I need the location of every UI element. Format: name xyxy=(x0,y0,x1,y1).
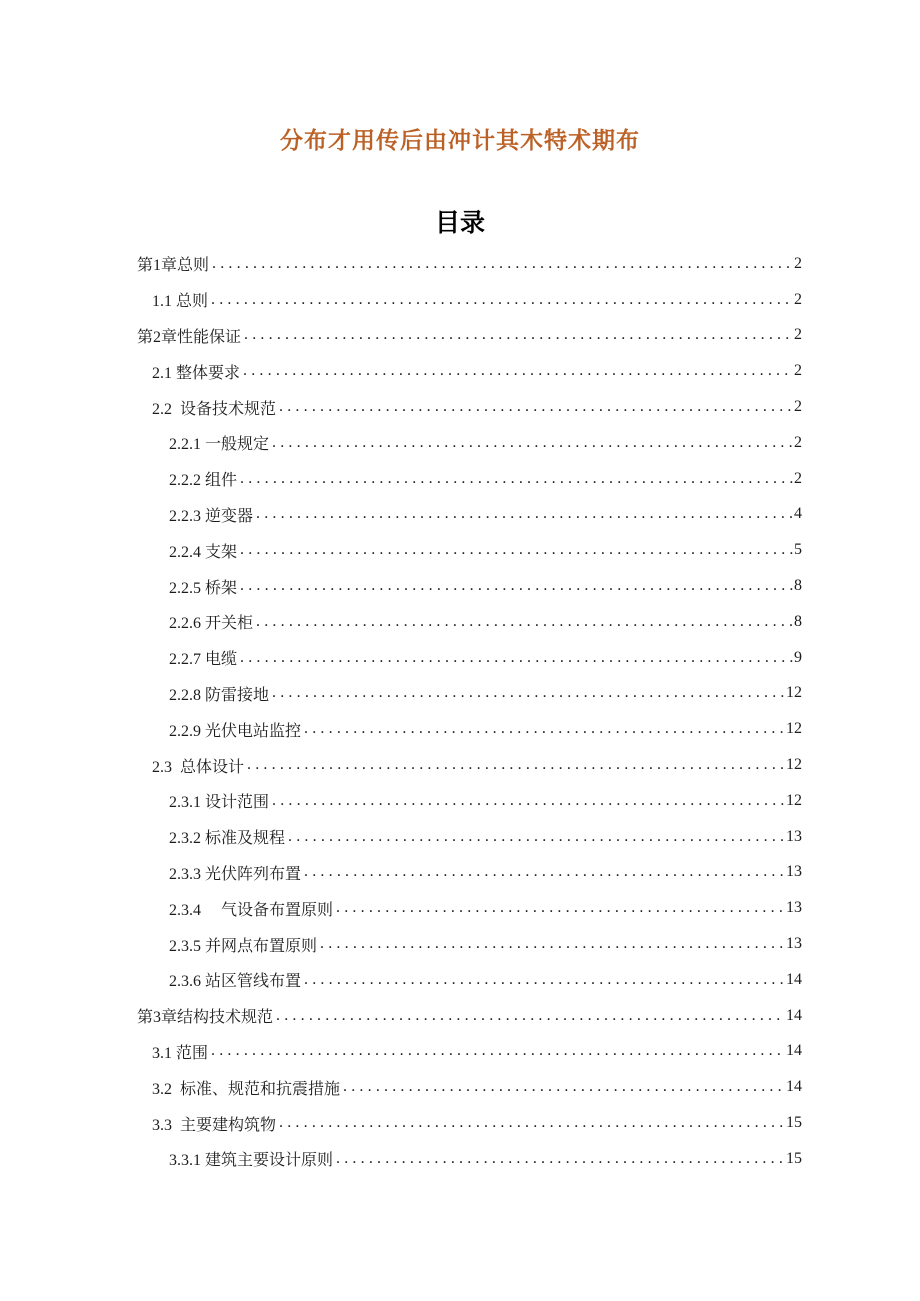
toc-entry-label: 2.3.6 站区管线布置 xyxy=(169,973,302,991)
toc-entry[interactable] xyxy=(137,353,802,389)
toc-entry-label: 第1章总则 xyxy=(137,257,210,275)
toc-entry[interactable] xyxy=(137,318,802,354)
toc-entry-page: 13 xyxy=(786,863,802,881)
toc-leader-dots xyxy=(240,541,793,559)
toc-leader-dots xyxy=(256,613,793,631)
toc-entry-page: 2 xyxy=(794,362,802,380)
toc-entry-label: 2.2.7 电缆 xyxy=(169,651,238,669)
toc-entry-page: 12 xyxy=(786,684,802,702)
toc-leader-dots xyxy=(272,434,793,452)
toc-entry[interactable] xyxy=(137,568,802,604)
toc-entry-page: 15 xyxy=(786,1114,802,1132)
toc-entry[interactable] xyxy=(137,461,802,497)
toc-entry-page: 2 xyxy=(794,254,802,272)
toc-entry-label: 3.1 范围 xyxy=(152,1044,209,1062)
toc-leader-dots xyxy=(279,398,793,416)
toc-entry-label: 2.3.5 并网点布置原则 xyxy=(169,937,318,955)
toc-entry-label: 3.3.1 建筑主要设计原则 xyxy=(169,1152,334,1170)
toc-leader-dots xyxy=(320,935,785,953)
toc-entry-page: 8 xyxy=(794,612,802,630)
toc-entry-page: 13 xyxy=(786,899,802,917)
toc-entry-page: 14 xyxy=(786,970,802,988)
toc-entry-label: 2.2.8 防雷接地 xyxy=(169,686,270,704)
toc-entry-label: 2.3.1 设计范围 xyxy=(169,794,270,812)
toc-entry[interactable] xyxy=(137,246,802,282)
toc-leader-dots xyxy=(279,1114,785,1132)
toc-entry-label: 2.2 设备技术规范 xyxy=(152,400,277,418)
toc-leader-dots xyxy=(304,720,785,738)
toc-entry[interactable] xyxy=(137,855,802,891)
toc-entry[interactable] xyxy=(137,747,802,783)
toc-entry[interactable] xyxy=(137,1141,802,1177)
toc-entry-page: 5 xyxy=(794,541,802,559)
toc-entry-label: 2.3.2 标准及规程 xyxy=(169,830,286,848)
toc-leader-dots xyxy=(304,971,785,989)
toc-entry[interactable] xyxy=(137,926,802,962)
toc-entry-label: 2.2.4 支架 xyxy=(169,543,238,561)
toc-entry[interactable] xyxy=(137,389,802,425)
toc-entry[interactable] xyxy=(137,497,802,533)
toc-entry-label: 2.1 整体要求 xyxy=(152,364,241,382)
toc-entry[interactable] xyxy=(137,890,802,926)
toc-entry-label: 2.2.3 逆变器 xyxy=(169,507,254,525)
toc-leader-dots xyxy=(276,1007,785,1025)
toc-entry-label: 2.2.1 一般规定 xyxy=(169,436,270,454)
toc-entry-label: 2.3 总体设计 xyxy=(152,758,245,776)
toc-entry-label: 2.2.2 组件 xyxy=(169,472,238,490)
toc-leader-dots xyxy=(240,577,793,595)
toc-leader-dots xyxy=(336,899,785,917)
toc-leader-dots xyxy=(288,828,785,846)
toc-entry[interactable] xyxy=(137,962,802,998)
toc-list xyxy=(0,240,920,1177)
toc-leader-dots xyxy=(240,470,793,488)
toc-heading: 目录 xyxy=(434,209,485,237)
toc-entry[interactable] xyxy=(137,604,802,640)
toc-entry-label: 3.2 标准、规范和抗震措施 xyxy=(152,1080,341,1098)
toc-leader-dots xyxy=(212,255,793,273)
toc-leader-dots xyxy=(304,863,785,881)
toc-entry-label: 1.1 总则 xyxy=(152,293,209,311)
toc-leader-dots xyxy=(244,326,793,344)
toc-leader-dots xyxy=(211,291,793,309)
toc-entry-page: 2 xyxy=(794,290,802,308)
toc-entry-label: 第2章性能保证 xyxy=(137,328,242,346)
toc-leader-dots xyxy=(211,1042,785,1060)
toc-entry-label: 2.2.6 开关柜 xyxy=(169,615,254,633)
toc-entry-page: 2 xyxy=(794,433,802,451)
toc-entry-page: 13 xyxy=(786,827,802,845)
toc-entry-label: 2.2.5 桥架 xyxy=(169,579,238,597)
toc-entry[interactable] xyxy=(137,711,802,747)
toc-entry-page: 2 xyxy=(794,398,802,416)
toc-entry-label: 2.3.4 气设备布置原则 xyxy=(169,901,334,919)
toc-entry[interactable] xyxy=(137,640,802,676)
toc-entry-page: 2 xyxy=(794,326,802,344)
toc-entry-label: 3.3 主要建构筑物 xyxy=(152,1116,277,1134)
toc-entry[interactable] xyxy=(137,819,802,855)
toc-entry[interactable] xyxy=(137,1069,802,1105)
toc-entry[interactable] xyxy=(137,425,802,461)
toc-leader-dots xyxy=(272,684,785,702)
toc-entry-page: 12 xyxy=(786,791,802,809)
toc-entry-page: 12 xyxy=(786,756,802,774)
toc-leader-dots xyxy=(343,1078,785,1096)
toc-leader-dots xyxy=(247,756,785,774)
toc-entry-page: 14 xyxy=(786,1042,802,1060)
toc-leader-dots xyxy=(272,792,785,810)
toc-entry-page: 2 xyxy=(794,469,802,487)
toc-entry-label: 第3章结构技术规范 xyxy=(137,1009,274,1027)
toc-entry[interactable] xyxy=(137,783,802,819)
toc-entry[interactable] xyxy=(137,532,802,568)
toc-entry-page: 8 xyxy=(794,577,802,595)
toc-entry[interactable] xyxy=(137,1034,802,1070)
toc-entry-page: 4 xyxy=(794,505,802,523)
toc-leader-dots xyxy=(243,362,793,380)
toc-leader-dots xyxy=(240,649,793,667)
toc-entry-page: 12 xyxy=(786,720,802,738)
toc-entry-page: 13 xyxy=(786,935,802,953)
toc-entry-page: 14 xyxy=(786,1078,802,1096)
toc-entry[interactable] xyxy=(137,1105,802,1141)
toc-entry[interactable] xyxy=(137,998,802,1034)
toc-entry-page: 15 xyxy=(786,1149,802,1167)
toc-leader-dots xyxy=(256,505,793,523)
toc-entry-label: 2.3.3 光伏阵列布置 xyxy=(169,865,302,883)
toc-entry[interactable] xyxy=(137,282,802,318)
toc-leader-dots xyxy=(336,1150,785,1168)
toc-entry-page: 9 xyxy=(794,648,802,666)
toc-entry[interactable] xyxy=(137,676,802,712)
toc-entry-label: 2.2.9 光伏电站监控 xyxy=(169,722,302,740)
toc-entry-page: 14 xyxy=(786,1006,802,1024)
document-title: 分布才用传后由冲计其木特术期布 xyxy=(280,127,640,153)
